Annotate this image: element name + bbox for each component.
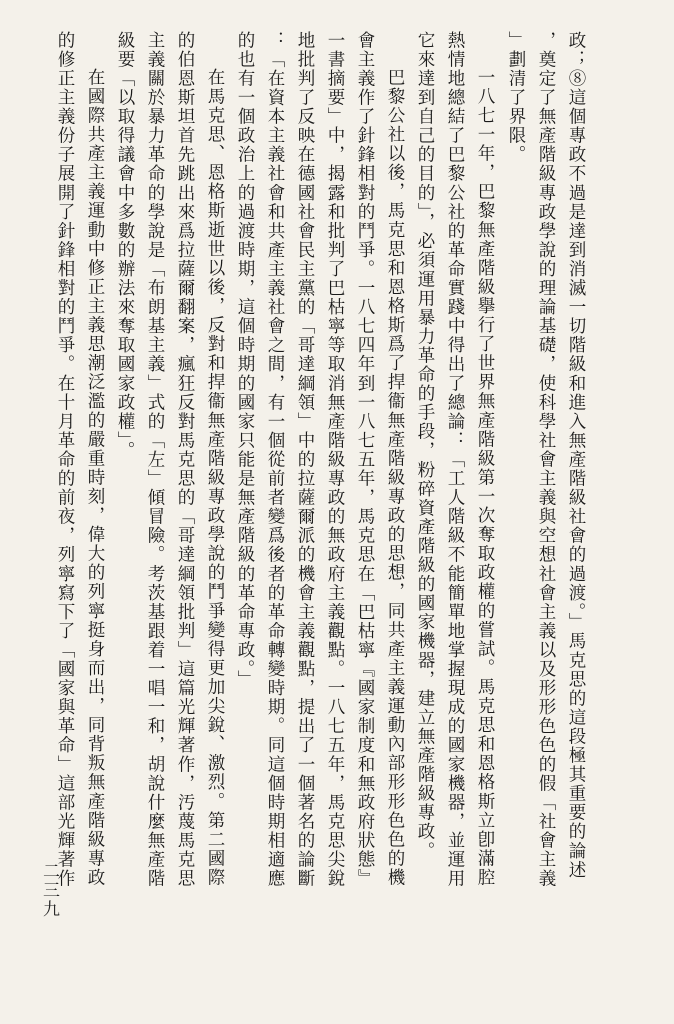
text-column: 在馬克思、恩格斯逝世以後，反對和捍衞無產階級專政學說的鬥爭變得更加尖銳、激烈。第二國際 <box>205 68 225 888</box>
text-column: ：「在資本主義社會和共產主義社會之間，有一個從前者變爲後者的革命轉變時期。同這個時期相適應 <box>265 31 285 889</box>
text-column: 它來達到自己的目的」，必須運用暴力革命的手段，粉碎資產階級的國家機器，建立無產階級專政。 <box>415 31 435 861</box>
text-column: 級要「以取得議會中多數的辦法來奪取國家政權」。 <box>115 31 135 461</box>
text-column: 」劃清了界限。 <box>506 31 526 165</box>
text-column: 在國際共產主義運動中修正主義思潮泛濫的嚴重時刻，偉大的列寧挺身而出，同背叛無產階級專政 <box>85 68 105 888</box>
text-column: 政；⑧這個專政不過是達到消滅一切階級和進入無產階級社會的過渡。」馬克思的這段極其重要的論述 <box>566 31 586 880</box>
text-column: 熱情地總結了巴黎公社的革命實踐中得出了總論：「工人階級不能簡單地掌握現成的國家機器，並運用 <box>445 31 465 889</box>
text-column: 地批判了反映在德國社會民主黨的「哥達綱領」中的拉薩爾派的機會主義觀點，提出了一個著名的論斷 <box>295 31 315 889</box>
text-column: 一八七一年，巴黎無產階級擧行了世界無產階級第一次奪取政權的嘗試。馬克思和恩格斯立卽滿腔 <box>475 68 495 888</box>
text-column: ，奠定了無產階級專政學說的理論基礎，使科學社會主義與空想社會主義以及形形色色的假「社會主義 <box>536 31 556 889</box>
page-number: 二三九 <box>39 862 59 919</box>
text-column: 的也有一個政治上的過渡時期，這個時期的國家只能是無產階級的革命專政。」 <box>235 31 255 689</box>
text-column: 一書摘要」中，揭露和批判了巴枯寧等取消無產階級專政的無政府主義觀點。一八七五年，馬克思尖銳 <box>325 31 345 889</box>
text-column: 會主義作了針鋒相對的鬥爭。一八七四年到一八七五年，馬克思在「巴枯寧『國家制度和無政府狀態』 <box>355 31 375 889</box>
text-column: 的伯恩斯坦首先跳出來爲拉薩爾翻案，瘋狂反對馬克思的「哥達綱領批判」這篇光輝著作，汚蔑馬克思 <box>175 31 195 889</box>
text-column: 巴黎公社以後，馬克思和恩格斯爲了捍衞無產階級專政的思想，同共產主義運動內部形形色色的機 <box>385 68 405 888</box>
text-column: 的修正主義份子展開了針鋒相對的鬥爭。在十月革命的前夜，列寧寫下了「國家與革命」這部光輝著作 <box>55 31 75 889</box>
text-column: 主義關於暴力革命的學說是「布朗基主義」式的「左」傾冒險。考茨基跟着一唱一和，胡說什麼無產階 <box>145 31 165 889</box>
